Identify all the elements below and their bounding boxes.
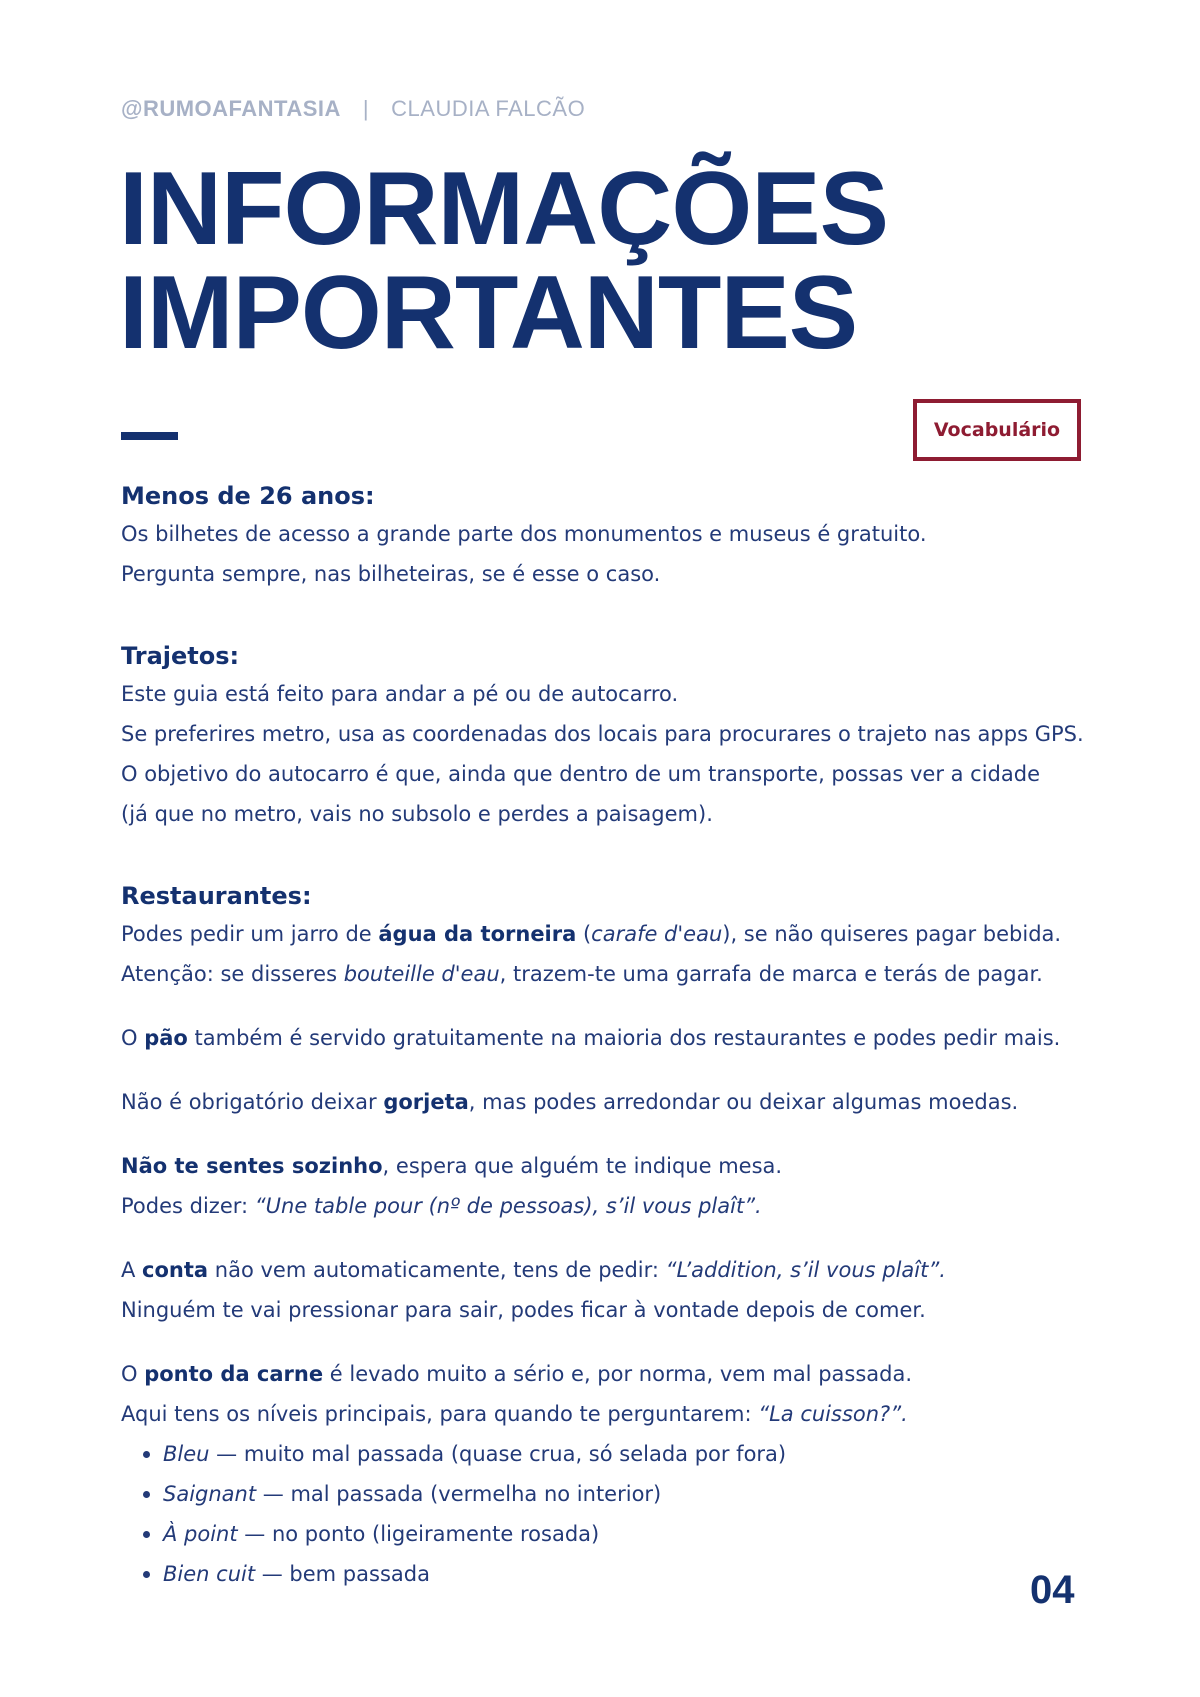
section-heading: Trajetos: — [121, 642, 240, 670]
ponto-line — [121, 1354, 1101, 1394]
text: Podes dizer: — [121, 1194, 255, 1218]
cooking-levels-list — [121, 1434, 1101, 1594]
level-term: Bien cuit — [163, 1562, 256, 1586]
level-description: — no ponto (ligeiramente rosada) — [237, 1522, 600, 1546]
accent-bar — [121, 432, 178, 440]
sentes-line — [121, 1146, 1101, 1186]
text: não vem automaticamente, tens de pedir: — [208, 1258, 666, 1282]
bold-text: gorjeta — [383, 1090, 469, 1114]
spacer — [121, 1330, 1101, 1354]
italic-text: carafe d'eau — [591, 922, 723, 946]
text: Não é obrigatório deixar — [121, 1090, 384, 1114]
spacer — [121, 994, 1101, 1018]
text: ), se não quiseres pagar bebida. — [722, 922, 1062, 946]
section-heading: Restaurantes: — [121, 882, 312, 910]
author-name: CLAUDIA FALCÃO — [391, 96, 586, 121]
text: também é servido gratuitamente na maioria dos restaurantes e podes pedir mais. — [187, 1026, 1061, 1050]
bold-text: ponto da carne — [144, 1362, 324, 1386]
section-heading: Menos de 26 anos: — [121, 482, 375, 510]
text: A — [121, 1258, 143, 1282]
section-trajetos — [121, 638, 1101, 834]
list-item — [143, 1554, 1101, 1594]
text: , espera que alguém te indique mesa. — [382, 1154, 783, 1178]
section-menos-26 — [121, 478, 1101, 594]
list-item — [143, 1474, 1101, 1514]
level-description: — mal passada (vermelha no interior) — [256, 1482, 662, 1506]
level-term: À point — [163, 1522, 238, 1546]
ninguem-line: Ninguém te vai pressionar para sair, podes ficar à vontade depois de comer. — [121, 1298, 926, 1322]
spacer — [121, 1058, 1101, 1082]
italic-text: “La cuisson?”. — [758, 1402, 908, 1426]
spacer — [121, 1226, 1101, 1250]
header-separator: | — [362, 96, 370, 121]
level-description: — muito mal passada (quase crua, só selada por fora) — [209, 1442, 787, 1466]
italic-text: “Une table pour (nº de pessoas), s’il vous plaît”. — [254, 1194, 762, 1218]
vocabulary-button[interactable]: Vocabulário — [913, 399, 1081, 461]
agua-line — [121, 914, 1101, 954]
list-item — [143, 1434, 1101, 1474]
level-term: Bleu — [163, 1442, 210, 1466]
level-term: Saignant — [163, 1482, 257, 1506]
title-line-2: IMPORTANTES — [119, 255, 858, 371]
text: Aqui tens os níveis principais, para quando te perguntarem: — [121, 1402, 759, 1426]
text: , mas podes arredondar ou deixar algumas moedas. — [468, 1090, 1019, 1114]
italic-text: “L’addition, s’il vous plaît”. — [665, 1258, 946, 1282]
pao-line — [121, 1018, 1101, 1058]
page-title — [119, 151, 888, 371]
spacer — [121, 1122, 1101, 1146]
bold-text: Não te sentes sozinho — [121, 1154, 383, 1178]
paragraph-line: Se preferires metro, usa as coordenadas dos locais para procurares o trajeto nas apps GPS. — [121, 722, 1084, 746]
bold-text: água da torneira — [378, 922, 577, 946]
gorjeta-line — [121, 1082, 1101, 1122]
bold-text: conta — [142, 1258, 209, 1282]
level-description: — bem passada — [255, 1562, 430, 1586]
text: é levado muito a sério e, por norma, vem mal passada. — [323, 1362, 913, 1386]
italic-text: bouteille d'eau — [343, 962, 500, 986]
text: O — [121, 1362, 145, 1386]
instagram-handle: @RUMOAFANTASIA — [121, 96, 341, 121]
text: Podes pedir um jarro de — [121, 922, 379, 946]
content — [121, 478, 1101, 1638]
page-number: 04 — [1030, 1568, 1075, 1612]
conta-line — [121, 1250, 1101, 1290]
paragraph-line: Os bilhetes de acesso a grande parte dos monumentos e museus é gratuito. — [121, 522, 927, 546]
text: ( — [576, 922, 592, 946]
paragraph-line: Pergunta sempre, nas bilheteiras, se é esse o caso. — [121, 562, 661, 586]
section-restaurantes — [121, 878, 1101, 1594]
paragraph-line: O objetivo do autocarro é que, ainda que dentro de um transporte, possas ver a cidade — [121, 762, 1041, 786]
paragraph-line: (já que no metro, vais no subsolo e perdes a paisagem). — [121, 802, 713, 826]
list-item — [143, 1514, 1101, 1554]
dizer-line — [121, 1186, 1101, 1226]
paragraph-line: Este guia está feito para andar a pé ou de autocarro. — [121, 682, 679, 706]
header — [121, 96, 585, 122]
title-line-1: INFORMAÇÕES — [119, 151, 888, 267]
niveis-line — [121, 1394, 1101, 1434]
text: O — [121, 1026, 145, 1050]
text: , trazem-te uma garrafa de marca e terás de pagar. — [499, 962, 1043, 986]
bold-text: pão — [144, 1026, 188, 1050]
atencao-line — [121, 954, 1101, 994]
text: Atenção: se disseres — [121, 962, 344, 986]
